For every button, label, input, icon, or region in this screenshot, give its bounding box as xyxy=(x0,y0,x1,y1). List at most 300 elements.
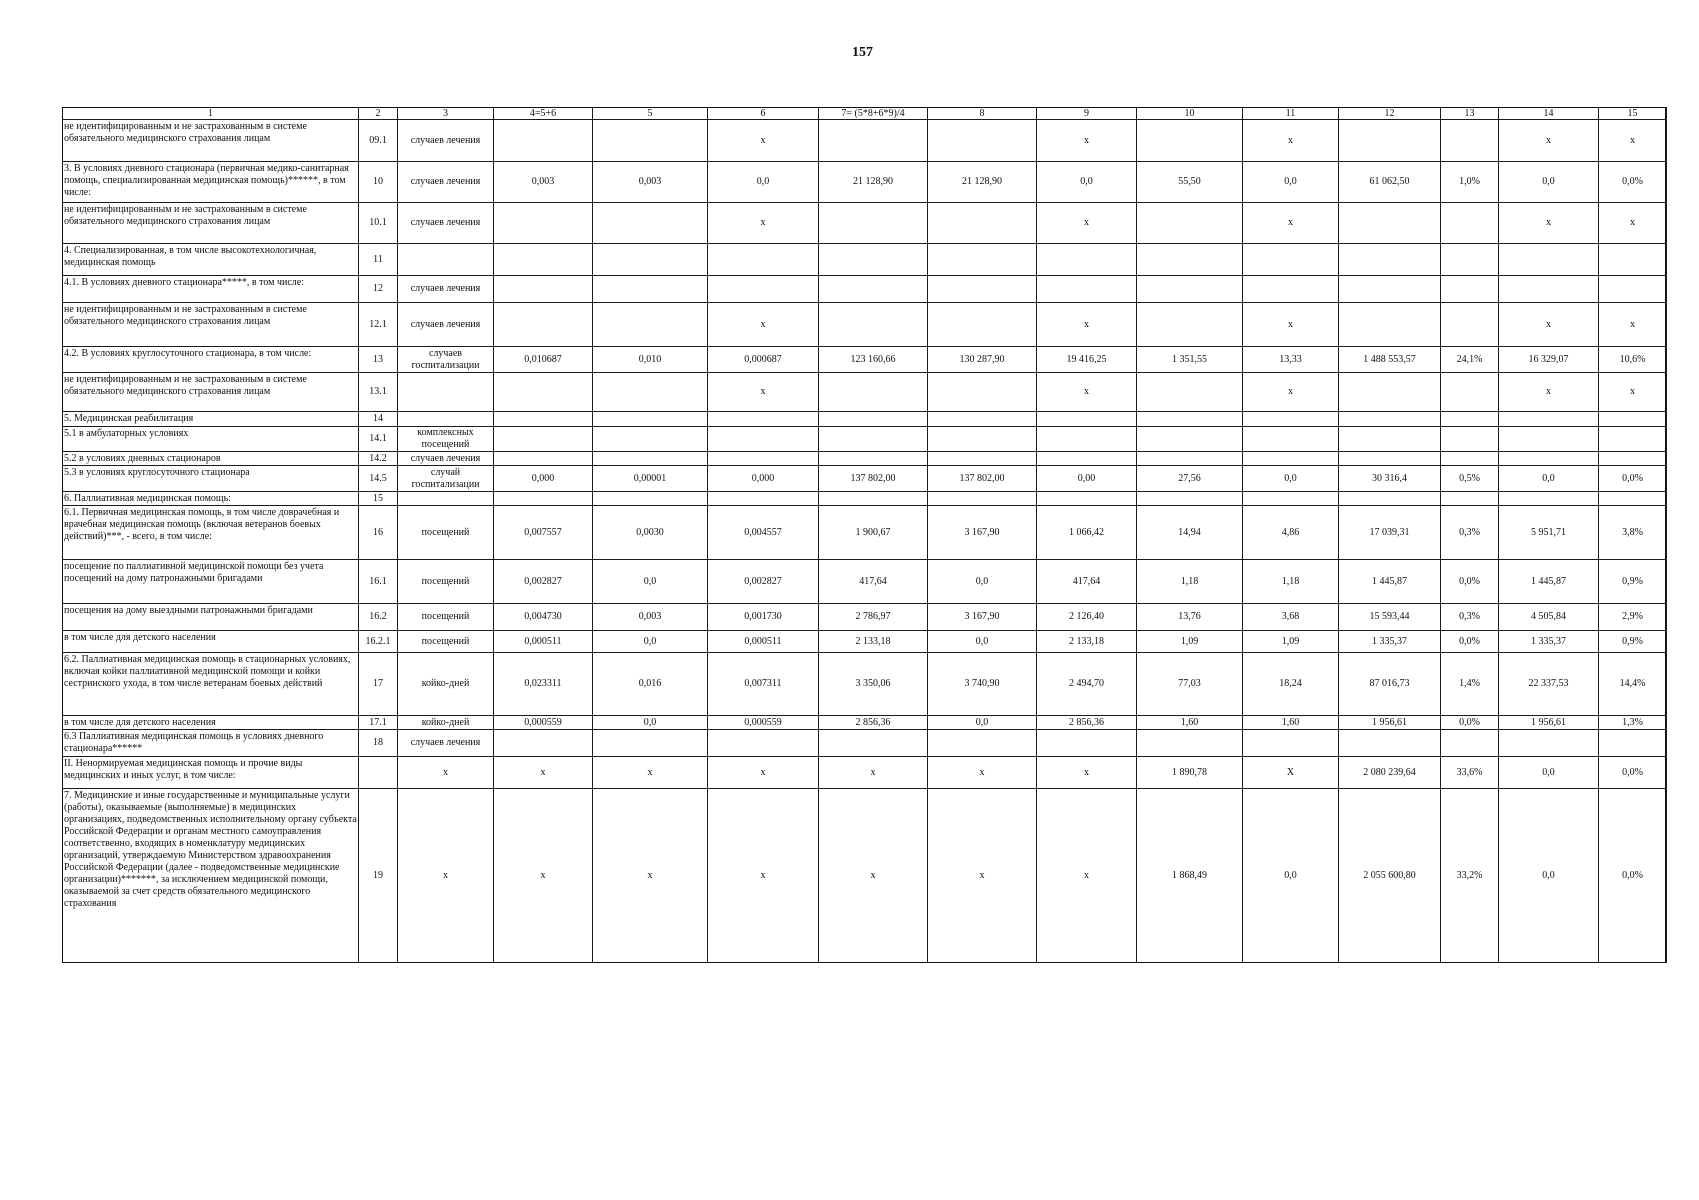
table-cell: 0,003 xyxy=(593,604,708,631)
row-name-cell: 5. Медицинская реабилитация xyxy=(63,412,359,427)
table-cell: х xyxy=(398,789,494,963)
table-cell: 1,60 xyxy=(1137,716,1243,730)
table-cell: случаев лечения xyxy=(398,730,494,757)
table-cell: 18 xyxy=(359,730,398,757)
header-row xyxy=(63,108,1667,120)
table-cell xyxy=(1037,244,1137,276)
table-cell xyxy=(1599,452,1667,466)
table-row xyxy=(63,716,1667,730)
financial-table-sheet xyxy=(62,107,1666,963)
table-cell: х xyxy=(708,373,819,412)
table-cell: 0,0 xyxy=(593,631,708,653)
table-cell: случаев лечения xyxy=(398,120,494,162)
table-cell xyxy=(1339,373,1441,412)
table-cell xyxy=(1499,244,1599,276)
table-cell xyxy=(928,120,1037,162)
table-cell: 2,9% xyxy=(1599,604,1667,631)
table-cell: случаев госпитализации xyxy=(398,347,494,373)
row-name-cell: не идентифицированным и не застрахованным в системе обязательного медицинского страхования лицам xyxy=(63,203,359,244)
table-cell xyxy=(1441,373,1499,412)
table-cell xyxy=(1137,412,1243,427)
table-cell xyxy=(593,730,708,757)
table-cell: х xyxy=(494,789,593,963)
table-cell xyxy=(1499,730,1599,757)
table-cell: 13.1 xyxy=(359,373,398,412)
table-cell: 1,09 xyxy=(1243,631,1339,653)
table-cell: случаев лечения xyxy=(398,452,494,466)
table-cell xyxy=(819,244,928,276)
table-cell: х xyxy=(1243,120,1339,162)
table-cell: 0,0 xyxy=(928,560,1037,604)
table-cell xyxy=(1037,730,1137,757)
header-cell: 8 xyxy=(928,108,1037,120)
table-row xyxy=(63,466,1667,492)
table-cell: 0,0 xyxy=(593,716,708,730)
table-cell: 0,3% xyxy=(1441,604,1499,631)
table-cell: 417,64 xyxy=(1037,560,1137,604)
table-cell: 1 956,61 xyxy=(1339,716,1441,730)
table-cell: 0,016 xyxy=(593,653,708,716)
table-cell: 15 593,44 xyxy=(1339,604,1441,631)
table-cell: 14,94 xyxy=(1137,506,1243,560)
table-cell: х xyxy=(1037,789,1137,963)
table-cell: 0,0 xyxy=(1499,466,1599,492)
table-cell: 2 856,36 xyxy=(819,716,928,730)
row-name-cell: 5.3 в условиях круглосуточного стационара xyxy=(63,466,359,492)
table-cell xyxy=(398,244,494,276)
table-row xyxy=(63,757,1667,789)
table-cell: посещений xyxy=(398,560,494,604)
row-name-cell: 6.1. Первичная медицинская помощь, в том числе доврачебная и врачебная медицинская помощь (включая ветеранов боевых действий)***, - всего, в том числе: xyxy=(63,506,359,560)
table-cell xyxy=(593,244,708,276)
table-cell: 22 337,53 xyxy=(1499,653,1599,716)
table-cell xyxy=(819,730,928,757)
table-row xyxy=(63,412,1667,427)
table-cell: 2 786,97 xyxy=(819,604,928,631)
table-cell: 17 039,31 xyxy=(1339,506,1441,560)
table-cell xyxy=(1441,244,1499,276)
table-cell xyxy=(1599,492,1667,506)
table-cell: х xyxy=(1037,120,1137,162)
table-row xyxy=(63,631,1667,653)
table-cell: 0,010 xyxy=(593,347,708,373)
table-cell: 2 126,40 xyxy=(1037,604,1137,631)
row-name-cell: 5.2 в условиях дневных стационаров xyxy=(63,452,359,466)
row-name-cell: 6.2. Паллиативная медицинская помощь в стационарных условиях, включая койки паллиативной медицинской помощи и койки сестринского ухода, в том числе ветеранам боевых действий xyxy=(63,653,359,716)
table-cell: 14,4% xyxy=(1599,653,1667,716)
row-name-cell: 4.1. В условиях дневного стационара*****, в том числе: xyxy=(63,276,359,303)
table-cell: х xyxy=(1243,303,1339,347)
header-cell: 3 xyxy=(398,108,494,120)
table-cell: 30 316,4 xyxy=(1339,466,1441,492)
table-cell xyxy=(708,244,819,276)
table-cell: 0,000511 xyxy=(494,631,593,653)
table-cell: х xyxy=(593,757,708,789)
table-cell: х xyxy=(1243,203,1339,244)
table-cell: 0,00 xyxy=(1037,466,1137,492)
table-cell: х xyxy=(928,789,1037,963)
table-cell: 0,0% xyxy=(1599,466,1667,492)
table-cell xyxy=(1243,427,1339,452)
table-cell: 137 802,00 xyxy=(928,466,1037,492)
table-cell: 55,50 xyxy=(1137,162,1243,203)
table-cell: 123 160,66 xyxy=(819,347,928,373)
table-cell xyxy=(494,120,593,162)
table-cell: х xyxy=(1499,120,1599,162)
row-name-cell: посещения на дому выездными патронажными бригадами xyxy=(63,604,359,631)
table-cell: 0,5% xyxy=(1441,466,1499,492)
table-cell: 0,007557 xyxy=(494,506,593,560)
table-cell: 0,0% xyxy=(1441,631,1499,653)
table-cell: 0,004557 xyxy=(708,506,819,560)
table-cell xyxy=(398,412,494,427)
table-cell xyxy=(1137,303,1243,347)
table-cell: х xyxy=(494,757,593,789)
header-cell: 9 xyxy=(1037,108,1137,120)
table-cell xyxy=(1339,120,1441,162)
table-cell xyxy=(1441,730,1499,757)
table-cell: 0,000559 xyxy=(708,716,819,730)
row-name-cell: 4.2. В условиях круглосуточного стационара, в том числе: xyxy=(63,347,359,373)
table-cell: 1,3% xyxy=(1599,716,1667,730)
table-cell xyxy=(1037,276,1137,303)
table-cell: 1,60 xyxy=(1243,716,1339,730)
table-cell xyxy=(928,244,1037,276)
table-cell: 3 740,90 xyxy=(928,653,1037,716)
table-row xyxy=(63,492,1667,506)
table-cell xyxy=(1339,412,1441,427)
table-cell xyxy=(928,412,1037,427)
table-cell xyxy=(1499,452,1599,466)
row-name-cell: 3. В условиях дневного стационара (первичная медико-санитарная помощь, специализированная медицинская помощь)******, в том числе: xyxy=(63,162,359,203)
table-cell xyxy=(1137,276,1243,303)
table-cell: 1 488 553,57 xyxy=(1339,347,1441,373)
table-cell xyxy=(928,203,1037,244)
table-cell: х xyxy=(819,789,928,963)
table-cell xyxy=(708,730,819,757)
table-cell: х xyxy=(1499,373,1599,412)
table-cell xyxy=(1243,492,1339,506)
table-cell xyxy=(494,452,593,466)
header-cell: 10 xyxy=(1137,108,1243,120)
table-cell: 0,000511 xyxy=(708,631,819,653)
table-cell: посещений xyxy=(398,631,494,653)
table-cell: 1,18 xyxy=(1137,560,1243,604)
table-cell xyxy=(1339,427,1441,452)
table-cell: посещений xyxy=(398,604,494,631)
table-cell: 14.2 xyxy=(359,452,398,466)
financial-table xyxy=(62,107,1667,963)
table-cell: х xyxy=(1499,203,1599,244)
table-cell: х xyxy=(708,789,819,963)
table-cell xyxy=(1137,203,1243,244)
table-cell: 0,0 xyxy=(1243,789,1339,963)
table-cell xyxy=(1243,730,1339,757)
table-cell: 1 868,49 xyxy=(1137,789,1243,963)
table-cell xyxy=(593,303,708,347)
table-cell: 1,0% xyxy=(1441,162,1499,203)
table-cell xyxy=(1243,244,1339,276)
table-cell: 0,000559 xyxy=(494,716,593,730)
table-cell: 0,000 xyxy=(708,466,819,492)
row-name-cell: 4. Специализированная, в том числе высокотехнологичная, медицинская помощь xyxy=(63,244,359,276)
table-cell xyxy=(1037,452,1137,466)
table-cell: 1 445,87 xyxy=(1339,560,1441,604)
table-cell: 77,03 xyxy=(1137,653,1243,716)
table-cell: 1 351,55 xyxy=(1137,347,1243,373)
table-cell xyxy=(1037,427,1137,452)
table-row xyxy=(63,452,1667,466)
table-cell: х xyxy=(1243,373,1339,412)
table-cell: х xyxy=(1599,203,1667,244)
table-cell: 0,0% xyxy=(1441,716,1499,730)
table-cell: случаев лечения xyxy=(398,162,494,203)
table-cell: 4 505,84 xyxy=(1499,604,1599,631)
table-cell: 0,000687 xyxy=(708,347,819,373)
table-cell xyxy=(494,412,593,427)
table-cell: 16.2 xyxy=(359,604,398,631)
table-cell: 16 329,07 xyxy=(1499,347,1599,373)
table-cell: 2 133,18 xyxy=(819,631,928,653)
table-cell: 1 445,87 xyxy=(1499,560,1599,604)
table-cell xyxy=(708,427,819,452)
table-cell xyxy=(1339,492,1441,506)
table-cell: 61 062,50 xyxy=(1339,162,1441,203)
header-cell: 7= (5*8+6*9)/4 xyxy=(819,108,928,120)
row-name-cell: не идентифицированным и не застрахованным в системе обязательного медицинского страхования лицам xyxy=(63,120,359,162)
table-cell xyxy=(593,276,708,303)
table-cell: 13,33 xyxy=(1243,347,1339,373)
table-cell: 12 xyxy=(359,276,398,303)
table-cell: х xyxy=(928,757,1037,789)
table-cell xyxy=(819,427,928,452)
table-cell xyxy=(1441,276,1499,303)
table-cell: 1 335,37 xyxy=(1499,631,1599,653)
table-cell: х xyxy=(1599,373,1667,412)
table-cell: 0,003 xyxy=(494,162,593,203)
table-row xyxy=(63,653,1667,716)
table-cell: 417,64 xyxy=(819,560,928,604)
table-cell: 0,002827 xyxy=(708,560,819,604)
table-cell xyxy=(1339,730,1441,757)
table-cell: 3 350,06 xyxy=(819,653,928,716)
table-cell: 09.1 xyxy=(359,120,398,162)
table-cell: 15 xyxy=(359,492,398,506)
table-cell: случаев лечения xyxy=(398,203,494,244)
table-cell xyxy=(819,276,928,303)
table-cell: 4,86 xyxy=(1243,506,1339,560)
table-cell: х xyxy=(708,303,819,347)
table-cell xyxy=(1243,452,1339,466)
table-cell xyxy=(1339,203,1441,244)
table-cell: койко-дней xyxy=(398,653,494,716)
table-cell xyxy=(494,244,593,276)
table-cell xyxy=(819,452,928,466)
table-cell: 0,023311 xyxy=(494,653,593,716)
table-cell xyxy=(1599,244,1667,276)
header-cell: 13 xyxy=(1441,108,1499,120)
table-cell: 0,0 xyxy=(1243,162,1339,203)
table-cell xyxy=(1137,452,1243,466)
table-cell: 0,9% xyxy=(1599,631,1667,653)
table-cell: 0,3% xyxy=(1441,506,1499,560)
table-cell: 1,18 xyxy=(1243,560,1339,604)
table-cell: 0,0% xyxy=(1441,560,1499,604)
table-row xyxy=(63,506,1667,560)
table-cell: 2 494,70 xyxy=(1037,653,1137,716)
table-cell xyxy=(359,757,398,789)
table-cell: 33,2% xyxy=(1441,789,1499,963)
table-cell xyxy=(1499,412,1599,427)
table-row xyxy=(63,120,1667,162)
table-cell: х xyxy=(1037,203,1137,244)
row-name-cell: в том числе для детского населения xyxy=(63,631,359,653)
table-cell xyxy=(1037,412,1137,427)
table-cell xyxy=(928,452,1037,466)
table-cell xyxy=(819,492,928,506)
table-cell xyxy=(1137,427,1243,452)
table-cell xyxy=(1137,120,1243,162)
table-cell xyxy=(1441,120,1499,162)
table-cell: х xyxy=(708,120,819,162)
table-cell: 1,09 xyxy=(1137,631,1243,653)
table-cell xyxy=(494,427,593,452)
table-row xyxy=(63,560,1667,604)
table-cell xyxy=(1037,492,1137,506)
table-cell: 137 802,00 xyxy=(819,466,928,492)
table-cell: 0,004730 xyxy=(494,604,593,631)
table-cell xyxy=(398,373,494,412)
table-cell xyxy=(819,303,928,347)
row-name-cell: в том числе для детского населения xyxy=(63,716,359,730)
table-row xyxy=(63,303,1667,347)
table-cell: 0,0 xyxy=(593,560,708,604)
table-cell xyxy=(1599,730,1667,757)
table-cell: 1 335,37 xyxy=(1339,631,1441,653)
table-cell: 19 xyxy=(359,789,398,963)
table-cell xyxy=(1499,492,1599,506)
table-row xyxy=(63,347,1667,373)
header-cell: 5 xyxy=(593,108,708,120)
table-cell xyxy=(928,730,1037,757)
row-name-cell: 5.1 в амбулаторных условиях xyxy=(63,427,359,452)
table-cell: 0,0% xyxy=(1599,757,1667,789)
table-cell xyxy=(1599,276,1667,303)
table-cell: 0,0% xyxy=(1599,789,1667,963)
table-cell: случай госпитализации xyxy=(398,466,494,492)
table-cell xyxy=(928,427,1037,452)
header-cell: 14 xyxy=(1499,108,1599,120)
table-cell: 0,0 xyxy=(928,631,1037,653)
table-cell xyxy=(1339,276,1441,303)
table-cell xyxy=(1441,303,1499,347)
table-cell xyxy=(928,303,1037,347)
table-row xyxy=(63,427,1667,452)
table-cell: случаев лечения xyxy=(398,303,494,347)
row-name-cell: 6. Паллиативная медицинская помощь: xyxy=(63,492,359,506)
table-cell: 24,1% xyxy=(1441,347,1499,373)
table-cell: х xyxy=(1037,303,1137,347)
table-cell: 33,6% xyxy=(1441,757,1499,789)
table-cell xyxy=(928,276,1037,303)
table-cell xyxy=(1137,492,1243,506)
table-cell: х xyxy=(819,757,928,789)
table-cell xyxy=(398,492,494,506)
header-cell: 11 xyxy=(1243,108,1339,120)
table-cell: 2 133,18 xyxy=(1037,631,1137,653)
table-cell: 0,010687 xyxy=(494,347,593,373)
table-cell: койко-дней xyxy=(398,716,494,730)
table-cell xyxy=(1499,276,1599,303)
table-cell: х xyxy=(1499,303,1599,347)
table-cell xyxy=(1441,452,1499,466)
header-cell: 1 xyxy=(63,108,359,120)
table-cell xyxy=(1339,244,1441,276)
table-cell: 0,000 xyxy=(494,466,593,492)
table-cell: 2 856,36 xyxy=(1037,716,1137,730)
header-cell: 6 xyxy=(708,108,819,120)
table-cell: 14.5 xyxy=(359,466,398,492)
table-cell xyxy=(1339,452,1441,466)
row-name-cell: не идентифицированным и не застрахованным в системе обязательного медицинского страхования лицам xyxy=(63,373,359,412)
table-cell xyxy=(1137,373,1243,412)
table-cell xyxy=(1243,412,1339,427)
table-cell: 18,24 xyxy=(1243,653,1339,716)
table-cell xyxy=(819,203,928,244)
table-cell xyxy=(1599,412,1667,427)
table-cell: 87 016,73 xyxy=(1339,653,1441,716)
header-cell: 15 xyxy=(1599,108,1667,120)
table-cell: 0,0 xyxy=(1499,789,1599,963)
table-cell: комплексных посещений xyxy=(398,427,494,452)
table-cell xyxy=(494,276,593,303)
table-cell: случаев лечения xyxy=(398,276,494,303)
table-cell: 0,007311 xyxy=(708,653,819,716)
table-cell xyxy=(1137,244,1243,276)
table-cell: 0,0 xyxy=(708,162,819,203)
table-cell xyxy=(928,492,1037,506)
table-cell: 1 890,78 xyxy=(1137,757,1243,789)
table-cell: 27,56 xyxy=(1137,466,1243,492)
table-row xyxy=(63,276,1667,303)
table-cell: 17.1 xyxy=(359,716,398,730)
table-row xyxy=(63,244,1667,276)
table-cell: 14 xyxy=(359,412,398,427)
header-cell: 2 xyxy=(359,108,398,120)
table-cell: 0,003 xyxy=(593,162,708,203)
table-cell: х xyxy=(1037,757,1137,789)
table-cell: 13,76 xyxy=(1137,604,1243,631)
table-cell: х xyxy=(708,203,819,244)
table-cell: 1 900,67 xyxy=(819,506,928,560)
header-cell: 4=5+6 xyxy=(494,108,593,120)
table-cell xyxy=(708,492,819,506)
table-cell: 16.2.1 xyxy=(359,631,398,653)
table-cell xyxy=(708,276,819,303)
table-cell: х xyxy=(1037,373,1137,412)
table-cell: х xyxy=(708,757,819,789)
table-cell: 21 128,90 xyxy=(928,162,1037,203)
table-cell: 10.1 xyxy=(359,203,398,244)
table-cell: 19 416,25 xyxy=(1037,347,1137,373)
table-cell: 0,0 xyxy=(928,716,1037,730)
table-cell: 0,00001 xyxy=(593,466,708,492)
table-row xyxy=(63,789,1667,963)
table-cell: 0,0 xyxy=(1037,162,1137,203)
table-cell xyxy=(593,427,708,452)
table-cell xyxy=(708,412,819,427)
table-cell: 130 287,90 xyxy=(928,347,1037,373)
